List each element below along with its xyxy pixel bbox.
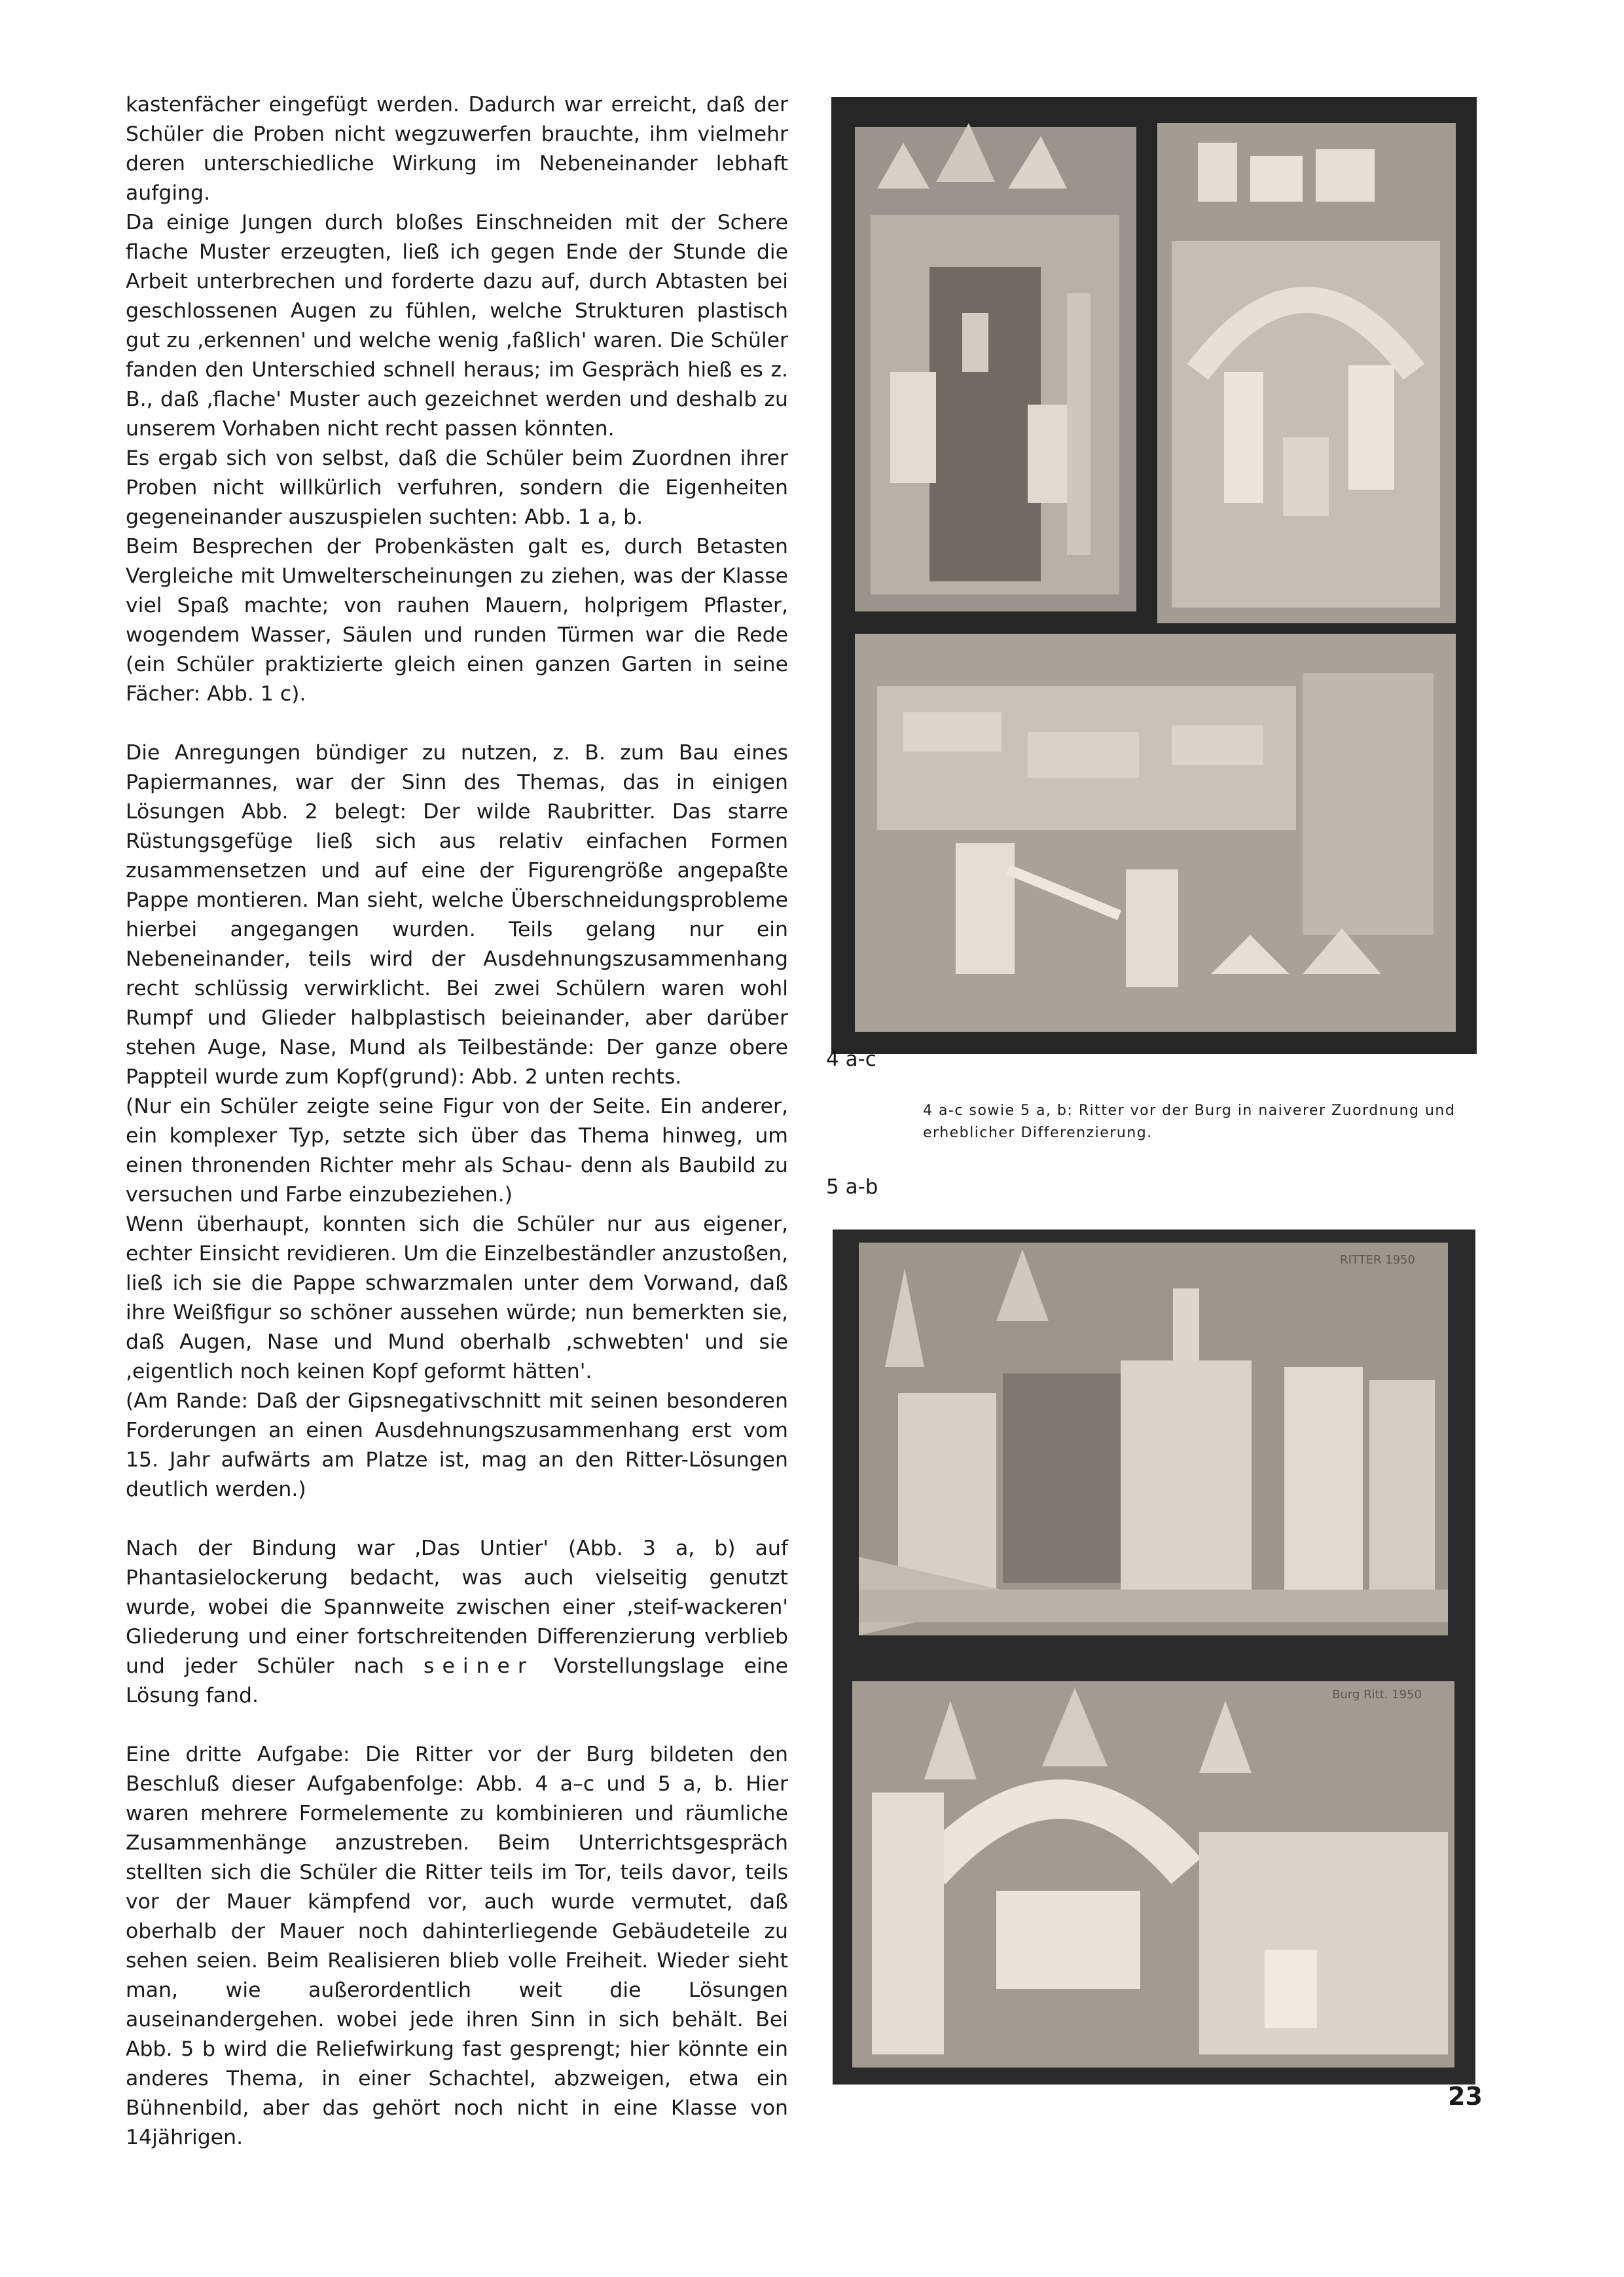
paragraph: Wenn überhaupt, konnten sich die Schüler nur aus eigener, echter Einsicht revidieren. Um die Einzelbeständler anzustoßen, ließ ich sie die Pappe schwarzmalen unter dem Vorwand, daß ihre Weißfigur so schöner aussehen würde; nun bemerkten sie, daß Augen, Nase und Mund oberhalb ‚schwebten' und sie ‚eigentlich noch keinen Kopf geformt hätten'. <box>126 1212 788 1383</box>
text-run: Vorstellungslage eine Lösung fand. <box>126 1654 789 1707</box>
paragraph: Beim Besprechen der Probenkästen galt es, durch Betasten Vergleiche mit Umwelterscheinungen zu ziehen, was der Klasse viel Spaß machte; von rauhen Mauern, holprigem Pflaster, wogendem Wasser, Säulen und runden Türmen war die Rede (ein Schüler praktizierte gleich einen ganzen Garten in seine Fächer: Abb. 1 c). <box>126 535 788 706</box>
relief-photo-4 <box>831 97 1477 1054</box>
figure-5-label: 5 a-b <box>826 1175 878 1199</box>
figure-4-label: 4 a-c <box>826 1047 876 1071</box>
relief-photo-5 <box>833 1230 1475 2085</box>
text-run: Nach der Bindung war ‚Das Untier' (Abb. 3 a, b) auf Phantasielockerung bedacht, was auch vielseitig genutzt wurde, wobei die Spannweite zwischen einer ‚steif-wackeren' Gliederung und einer fortschreitenden Differenzierung verblieb und jeder Schüler nach <box>126 1537 788 1678</box>
body-text-column <box>126 90 788 2153</box>
paragraph <box>126 1534 788 1711</box>
photo-inscription: RITTER 1950 <box>1340 1253 1415 1267</box>
paragraph: Da einige Jungen durch bloßes Einschneiden mit der Schere flache Muster erzeugten, ließ ich gegen Ende der Stunde die Arbeit unterbrechen und forderte dazu auf, durch Abtasten bei geschlossenen Augen zu fühlen, welche Strukturen plastisch gut zu ‚erkennen' und welche wenig ‚faßlich' waren. Die Schüler fanden den Unterschied schnell heraus; im Gespräch hieß es z. B., daß ‚flache' Muster auch gezeichnet werden und deshalb zu unserem Vorhaben nicht recht passen könnten. <box>126 211 788 441</box>
emphasized-word: seiner <box>424 1654 534 1678</box>
paragraph: (Nur ein Schüler zeigte seine Figur von der Seite. Ein anderer, ein komplexer Typ, setzte sich über das Thema hinweg, um einen thronenden Richter mehr als Schau- denn als Baubild zu versuchen und Farbe einzubeziehen.) <box>126 1095 788 1207</box>
paragraph: kastenfächer eingefügt werden. Dadurch war erreicht, daß der Schüler die Proben nicht wegzuwerfen brauchte, ihm vielmehr deren unterschiedliche Wirkung im Nebeneinander lebhaft aufging. <box>126 93 788 205</box>
figure-4-photo <box>831 97 1477 1054</box>
figure-caption: 4 a-c sowie 5 a, b: Ritter vor der Burg in naiverer Zuordnung und erheblicher Differenzierung. <box>923 1102 1456 1141</box>
figure-5-photo <box>833 1230 1475 2085</box>
paragraph: Es ergab sich von selbst, daß die Schüler beim Zuordnen ihrer Proben nicht willkürlich verfuhren, sondern die Eigenheiten gegeneinander auszuspielen suchten: Abb. 1 a, b. <box>126 446 788 529</box>
paragraph: Die Anregungen bündiger zu nutzen, z. B. zum Bau eines Papiermannes, war der Sinn des Themas, das in einigen Lösungen Abb. 2 belegt: Der wilde Raubritter. Das starre Rüstungsgefüge ließ sich aus relativ einfachen Formen zusammensetzen und auf eine der Figurengröße angepaßte Pappe montieren. Man sieht, welche Überschneidungsprobleme hierbei angegangen wurden. Teils gelang nur ein Nebeneinander, teils wird der Ausdehnungszusammenhang recht schlüssig verwirklicht. Bei zwei Schülern waren wohl Rumpf und Glieder halbplastisch beieinander, aber darüber stehen Auge, Nase, Mund als Teilbestände: Der ganze obere Pappteil wurde zum Kopf(grund): Abb. 2 unten rechts. <box>126 741 788 1089</box>
page-number: 23 <box>1448 2082 1483 2111</box>
paragraph: (Am Rande: Daß der Gipsnegativschnitt mit seinen besonderen Forderungen an einen Ausdehnungszusammenhang erst vom 15. Jahr aufwärts am Platze ist, mag an den Ritter-Lösungen deutlich werden.) <box>126 1389 788 1501</box>
paragraph: Eine dritte Aufgabe: Die Ritter vor der Burg bildeten den Beschluß dieser Aufgabenfolge: Abb. 4 a–c und 5 a, b. Hier waren mehrere Formelemente zu kombinieren und räumliche Zusammenhänge anzustreben. Beim Unterrichtsgespräch stellten sich die Schüler die Ritter teils im Tor, teils davor, teils vor der Mauer kämpfend vor, auch wurde vermutet, daß oberhalb der Mauer noch dahinterliegende Gebäudeteile zu sehen seien. Beim Realisieren blieb volle Freiheit. Wieder sieht man, wie außerordentlich weit die Lösungen auseinandergehen. wobei jede ihren Sinn in sich behält. Bei Abb. 5 b wird die Reliefwirkung fast gesprengt; hier könnte ein anderes Thema, in einer Schachtel, abzweigen, etwa ein Bühnenbild, aber das gehört noch nicht in eine Klasse von 14jährigen. <box>126 1743 788 2149</box>
photo-inscription: Burg Ritt. 1950 <box>1332 1688 1422 1702</box>
